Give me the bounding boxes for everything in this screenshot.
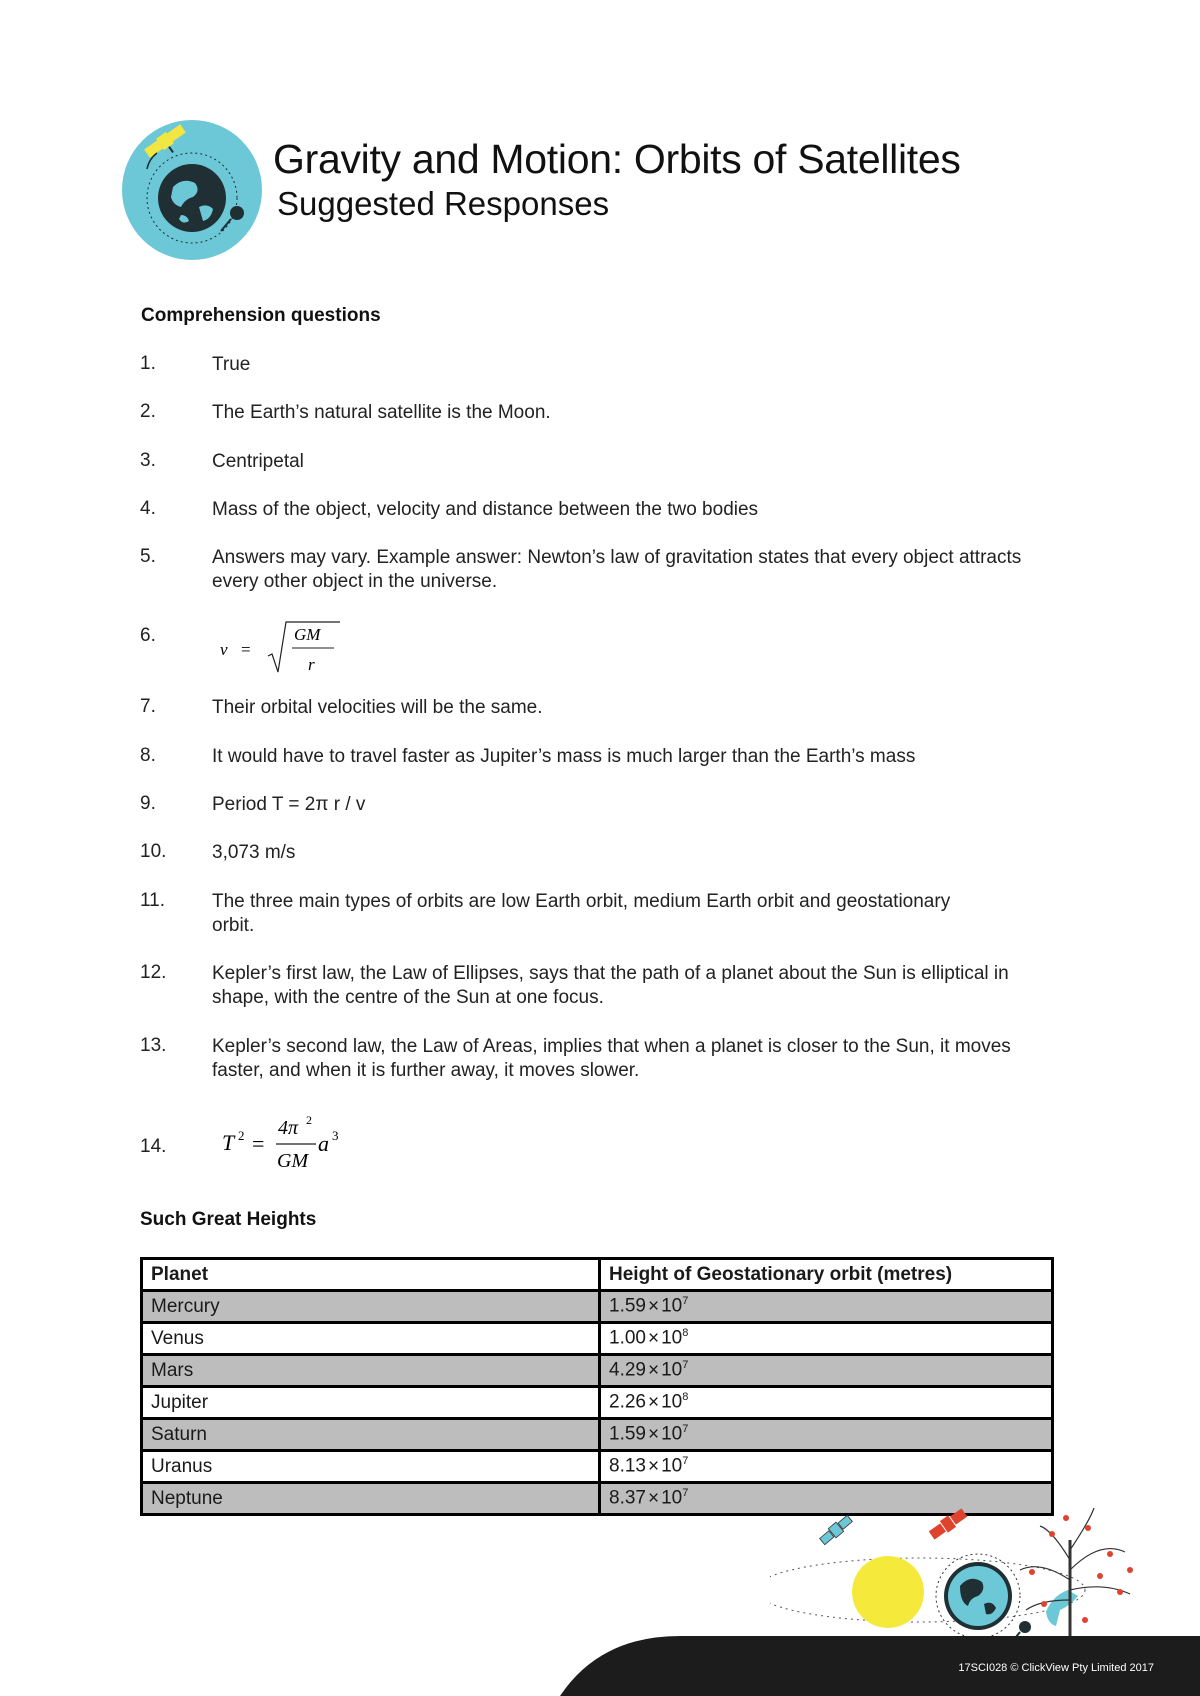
- answer-text: 3,073 m/s: [212, 842, 296, 863]
- question-number: 2.: [140, 401, 156, 422]
- kepler-third-law-equation: [220, 1112, 360, 1174]
- height-base: 10: [661, 1455, 683, 1477]
- table-header-row: [142, 1259, 1053, 1291]
- answer-text: The Earth’s natural satellite is the Moon.: [212, 402, 551, 423]
- geostationary-heights-table: [140, 1257, 1054, 1516]
- times-symbol: ×: [647, 1423, 660, 1445]
- question-number: 8.: [140, 745, 156, 766]
- times-symbol: ×: [647, 1327, 660, 1349]
- equation-equals: =: [252, 1131, 265, 1156]
- times-symbol: ×: [647, 1455, 660, 1477]
- question-number: 4.: [140, 498, 156, 519]
- planet-cell: Mars: [142, 1355, 600, 1387]
- height-exponent: 7: [682, 1455, 689, 1468]
- height-cell: [600, 1291, 1053, 1323]
- height-exponent: 7: [682, 1423, 689, 1436]
- page-title: Gravity and Motion: Orbits of Satellites: [273, 136, 961, 182]
- table-row: [142, 1387, 1053, 1419]
- height-mantissa: 2.26: [609, 1391, 646, 1413]
- height-cell: [600, 1419, 1053, 1451]
- height-mantissa: 8.13: [609, 1455, 646, 1477]
- equation-lhs-exponent: 2: [238, 1128, 245, 1143]
- answer-text: Kepler’s first law, the Law of Ellipses, says that the path of a planet about the Sun is elliptical in shape, with the centre of the Sun at one focus.: [212, 963, 1009, 1008]
- table-body: [142, 1291, 1053, 1515]
- planet-cell: Venus: [142, 1323, 600, 1355]
- height-mantissa: 1.59: [609, 1295, 646, 1317]
- table-row: [142, 1323, 1053, 1355]
- answer-text: It would have to travel faster as Jupiter’s mass is much larger than the Earth’s mass: [212, 746, 916, 767]
- height-mantissa: 4.29: [609, 1359, 646, 1381]
- heights-heading: Such Great Heights: [140, 1209, 317, 1230]
- equation-numerator: GM: [294, 625, 321, 644]
- equation-equals: =: [241, 640, 251, 659]
- height-base: 10: [661, 1487, 683, 1509]
- height-cell: [600, 1323, 1053, 1355]
- comprehension-heading: Comprehension questions: [141, 305, 381, 326]
- times-symbol: ×: [647, 1487, 660, 1509]
- footer-copyright: 17SCI028 © ClickView Pty Limited 2017: [958, 1662, 1154, 1674]
- height-exponent: 7: [682, 1295, 689, 1308]
- height-exponent: 8: [682, 1391, 689, 1404]
- question-number: 11.: [140, 890, 166, 911]
- answer-text: Answers may vary. Example answer: Newton’s law of gravitation states that every object attracts every other object in the universe.: [212, 547, 1022, 592]
- height-base: 10: [661, 1391, 683, 1413]
- equation-denominator: GM: [277, 1150, 309, 1172]
- planet-cell: Saturn: [142, 1419, 600, 1451]
- answer-text: Kepler’s second law, the Law of Areas, implies that when a planet is closer to the Sun, it moves faster, and when it is further away, it moves slower.: [212, 1036, 1011, 1081]
- table-row: [142, 1291, 1053, 1323]
- height-exponent: 7: [682, 1487, 689, 1500]
- height-cell: [600, 1451, 1053, 1483]
- answer-text: True: [212, 354, 251, 375]
- answer-text: Period T = 2π r / v: [212, 794, 366, 815]
- height-mantissa: 8.37: [609, 1487, 646, 1509]
- times-symbol: ×: [647, 1391, 660, 1413]
- height-cell: [600, 1355, 1053, 1387]
- planet-cell: Neptune: [142, 1483, 600, 1515]
- column-header-height: Height of Geostationary orbit (metres): [600, 1259, 1053, 1291]
- question-number: 3.: [140, 450, 156, 471]
- height-base: 10: [661, 1327, 683, 1349]
- height-exponent: 8: [682, 1327, 689, 1340]
- table-row: [142, 1451, 1053, 1483]
- question-number: 14.: [140, 1136, 167, 1157]
- equation-lhs: T: [222, 1130, 235, 1155]
- equation-lhs: v: [220, 640, 228, 659]
- question-number: 5.: [140, 546, 156, 567]
- answer-text: Mass of the object, velocity and distance between the two bodies: [212, 499, 759, 520]
- equation-rhs: a: [318, 1131, 329, 1156]
- planet-cell: Uranus: [142, 1451, 600, 1483]
- answer-text: Centripetal: [212, 451, 304, 472]
- height-mantissa: 1.00: [609, 1327, 646, 1349]
- planet-cell: Jupiter: [142, 1387, 600, 1419]
- height-base: 10: [661, 1295, 683, 1317]
- equation-rhs-exponent: 3: [332, 1128, 339, 1143]
- logo-icon: [121, 119, 263, 261]
- answer-text: Their orbital velocities will be the same.: [212, 697, 543, 718]
- satellite-red-icon: [928, 1507, 969, 1541]
- times-symbol: ×: [647, 1295, 660, 1317]
- column-header-planet: Planet: [142, 1259, 600, 1291]
- height-base: 10: [661, 1423, 683, 1445]
- height-cell: [600, 1387, 1053, 1419]
- question-number: 1.: [140, 353, 156, 374]
- question-number: 9.: [140, 793, 156, 814]
- question-number: 7.: [140, 696, 156, 717]
- answer-text: The three main types of orbits are low Earth orbit, medium Earth orbit and geostationary orbit.: [212, 891, 951, 936]
- falling-person-icon: [1046, 1590, 1078, 1626]
- height-base: 10: [661, 1359, 683, 1381]
- page-subtitle: Suggested Responses: [277, 185, 610, 222]
- equation-numerator-exponent: 2: [306, 1113, 312, 1127]
- equation-denominator: r: [308, 655, 315, 674]
- footer-illustration: [770, 1500, 1200, 1650]
- height-exponent: 7: [682, 1359, 689, 1372]
- sun-icon: [852, 1556, 924, 1628]
- satellite-icon: [818, 1514, 853, 1546]
- question-number: 12.: [140, 962, 167, 983]
- question-number: 13.: [140, 1035, 167, 1056]
- times-symbol: ×: [647, 1359, 660, 1381]
- height-mantissa: 1.59: [609, 1423, 646, 1445]
- table-row: [142, 1355, 1053, 1387]
- question-number: 10.: [140, 841, 167, 862]
- equation-numerator: 4π: [278, 1117, 299, 1139]
- planet-cell: Mercury: [142, 1291, 600, 1323]
- question-number: 6.: [140, 625, 156, 646]
- velocity-equation: [212, 618, 352, 676]
- table-row: [142, 1419, 1053, 1451]
